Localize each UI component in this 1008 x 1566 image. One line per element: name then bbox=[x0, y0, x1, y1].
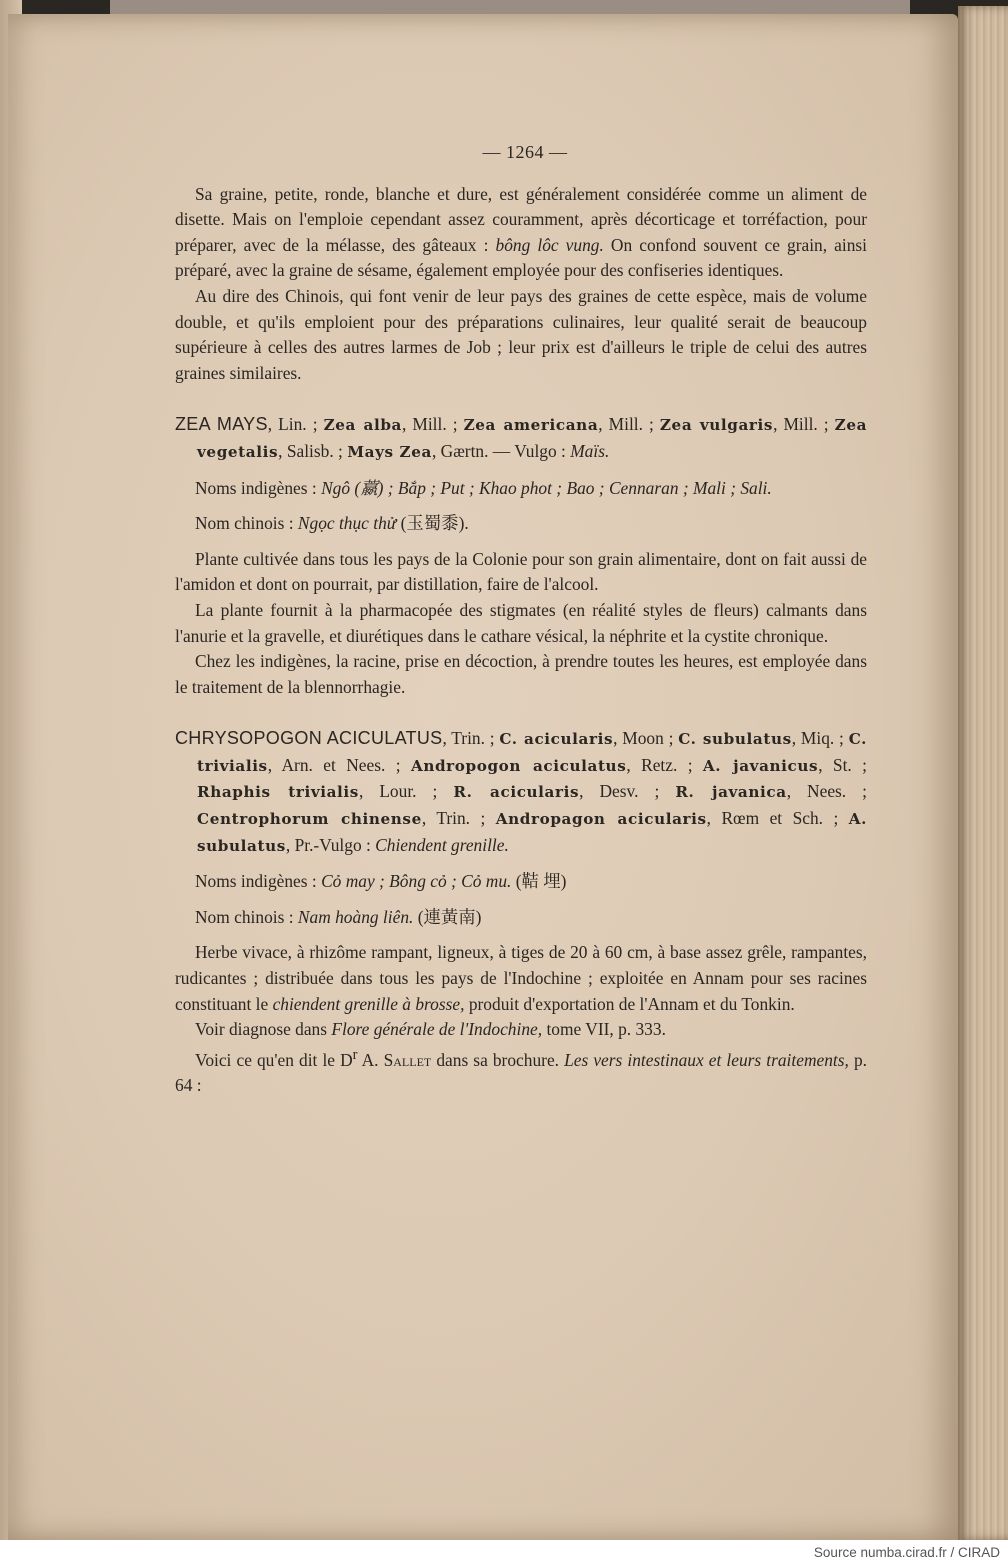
text-run: , Arn. et Nees. ; bbox=[267, 754, 411, 775]
chryso-noms-indigenes bbox=[175, 869, 867, 895]
chinese-name: Nam hoàng liên. bbox=[297, 906, 414, 927]
text-run: , Rœm et Sch. ; bbox=[706, 808, 849, 829]
text-run: , St. ; bbox=[818, 754, 867, 775]
text-run: , Retz. ; bbox=[626, 754, 703, 775]
text-run: , Desv. ; bbox=[579, 781, 676, 802]
chinese-name: Ngọc thục thử bbox=[297, 513, 397, 534]
text-run: , Mill. ; bbox=[402, 414, 464, 435]
text-run: p. 64 : bbox=[175, 1049, 867, 1096]
synonym: A. subulatus bbox=[197, 810, 868, 855]
paragraph-graine bbox=[175, 182, 867, 284]
synonym: Centrophorum chinense bbox=[197, 810, 422, 829]
synonym: R. javanica bbox=[675, 783, 787, 802]
synonym: Andropogon aciculatus bbox=[410, 756, 627, 775]
synonym: Zea vulgaris bbox=[659, 416, 774, 435]
text-run: tome VII, p. 333. bbox=[542, 1019, 666, 1040]
page-text bbox=[175, 140, 867, 1099]
paragraph-chinois bbox=[175, 284, 867, 386]
text-run: , Gærtn. — Vulgo : bbox=[431, 440, 571, 461]
indigenous-names: Ngô (䕦) ; Bắp ; Put ; Khao phot ; Bao ; Cennaran ; Mali ; Sali. bbox=[321, 477, 772, 498]
page-number: — 1264 — bbox=[482, 142, 568, 162]
chinese-characters: (鞊 埋) bbox=[511, 871, 567, 892]
text-run: Herbe vivace, à rhizôme rampant, ligneux, à tiges de 20 à 60 cm, à base assez grêle, rampantes, rudicantes ; distribuée dans tous les pays de l'Indochine ; exploitée en Annam pour ses racines constituant le bbox=[175, 942, 867, 1014]
label: Nom chinois : bbox=[195, 513, 298, 534]
text-run: , Lour. ; bbox=[358, 781, 454, 802]
book-title: Flore générale de l'Indochine, bbox=[331, 1019, 543, 1040]
genus-name: CHRYSOPOGON ACICULATUS bbox=[175, 728, 443, 749]
synonym: Mays Zea bbox=[347, 442, 432, 461]
text-run: A. bbox=[357, 1049, 384, 1070]
text-run: dans sa brochure. bbox=[431, 1049, 565, 1070]
source-credit: Source numba.cirad.fr / CIRAD bbox=[813, 1545, 1000, 1560]
text-run: Voici ce qu'en dit le D bbox=[195, 1049, 353, 1070]
text-run: , Trin. ; bbox=[421, 808, 496, 829]
zea-noms-indigenes bbox=[175, 476, 867, 502]
author-name: Sallet bbox=[383, 1049, 432, 1070]
book-title: Les vers intestinaux et leurs traitements, bbox=[564, 1049, 849, 1070]
label: Noms indigènes : bbox=[195, 477, 322, 498]
synonym: A. javanicus bbox=[702, 756, 819, 775]
stacked-page-edges bbox=[958, 6, 1008, 1540]
italic-term: chiendent grenille à brosse, bbox=[272, 993, 465, 1014]
label: Nom chinois : bbox=[195, 906, 298, 927]
text-run: , Salisb. ; bbox=[278, 440, 348, 461]
synonym: C. trivialis bbox=[197, 730, 867, 775]
synonym: Zea americana bbox=[463, 416, 599, 435]
vulgar-name: Chiendent grenille. bbox=[375, 834, 509, 855]
synonym: C. subulatus bbox=[678, 730, 792, 749]
chryso-paragraph-2 bbox=[175, 1017, 867, 1043]
vulgar-name: Maïs. bbox=[570, 440, 610, 461]
indigenous-names: Cỏ may ; Bông cỏ ; Cỏ mu. bbox=[321, 871, 512, 892]
synonym: Zea vegetalis bbox=[197, 416, 868, 461]
italic-term: bông lôc vung. bbox=[495, 234, 604, 255]
text-run: , Mill. ; bbox=[598, 414, 660, 435]
text-run: produit d'exportation de l'Annam et du Tonkin. bbox=[464, 993, 795, 1014]
zea-paragraph-2: La plante fournit à la pharmacopée des stigmates (en réalité styles de fleurs) calmants dans l'anurie et la gravelle, et diurétiques dans le cathare vésical, la néphrite et la cystite chronique. bbox=[175, 599, 867, 646]
zea-paragraph-3: Chez les indigènes, la racine, prise en décoction, à prendre toutes les heures, est employée dans le traitement de la blennorrhagie. bbox=[175, 651, 867, 697]
text-run: , Miq. ; bbox=[791, 728, 849, 749]
synonym: Rhaphis trivialis bbox=[197, 783, 359, 802]
synonym: C. acicularis bbox=[499, 730, 614, 749]
synonym: Zea alba bbox=[323, 416, 402, 435]
chryso-paragraph-1 bbox=[175, 940, 867, 1017]
entry-chrysopogon bbox=[175, 726, 867, 859]
label: Noms indigènes : bbox=[195, 871, 322, 892]
text-run: Sa graine, petite, ronde, blanche et dure, est généralement considérée comme un aliment de disette. Mais on l'emploie cependant assez couramment, après décorticage et torréfaction, pour préparer, avec de la mélasse, des gâteaux : bbox=[175, 183, 867, 255]
genus-name: ZEA MAYS bbox=[175, 414, 268, 435]
synonym: R. acicularis bbox=[453, 783, 580, 802]
chinese-characters: (連黃南) bbox=[413, 906, 482, 927]
text-run: , Pr.-Vulgo : bbox=[285, 834, 376, 855]
superscript: r bbox=[352, 1046, 358, 1063]
zea-paragraph-1: Plante cultivée dans tous les pays de la Colonie pour son grain alimentaire, dont on fait aussi de l'amidon et dont on pourrait, par distillation, faire de l'alcool. bbox=[175, 548, 867, 595]
chryso-paragraph-3 bbox=[175, 1043, 867, 1099]
text-run: Voir diagnose dans bbox=[195, 1019, 332, 1040]
synonym: Andropagon acicularis bbox=[495, 810, 707, 829]
zea-nom-chinois bbox=[175, 511, 867, 537]
chinese-characters: (玉蜀黍). bbox=[396, 513, 469, 534]
text-run: Au dire des Chinois, qui font venir de leur pays des graines de cette espèce, mais de volume double, et qu'ils emploient pour des préparations culinaires, leur qualité serait de beaucoup supérieure à celles des autres larmes de Job ; leur prix est d'ailleurs le triple de celui des autres graines similaires. bbox=[175, 285, 867, 383]
text-run: , Lin. ; bbox=[267, 414, 324, 435]
text-run: , Moon ; bbox=[613, 728, 679, 749]
text-run: On confond souvent ce grain, ainsi préparé, avec la graine de sésame, également employée pour des confiseries identiques. bbox=[175, 234, 868, 281]
text-run: , Trin. ; bbox=[442, 728, 500, 749]
text-run: , Nees. ; bbox=[786, 781, 868, 802]
entry-zea-mays bbox=[175, 412, 867, 465]
chryso-nom-chinois bbox=[175, 905, 867, 931]
text-run: , Mill. ; bbox=[773, 414, 835, 435]
